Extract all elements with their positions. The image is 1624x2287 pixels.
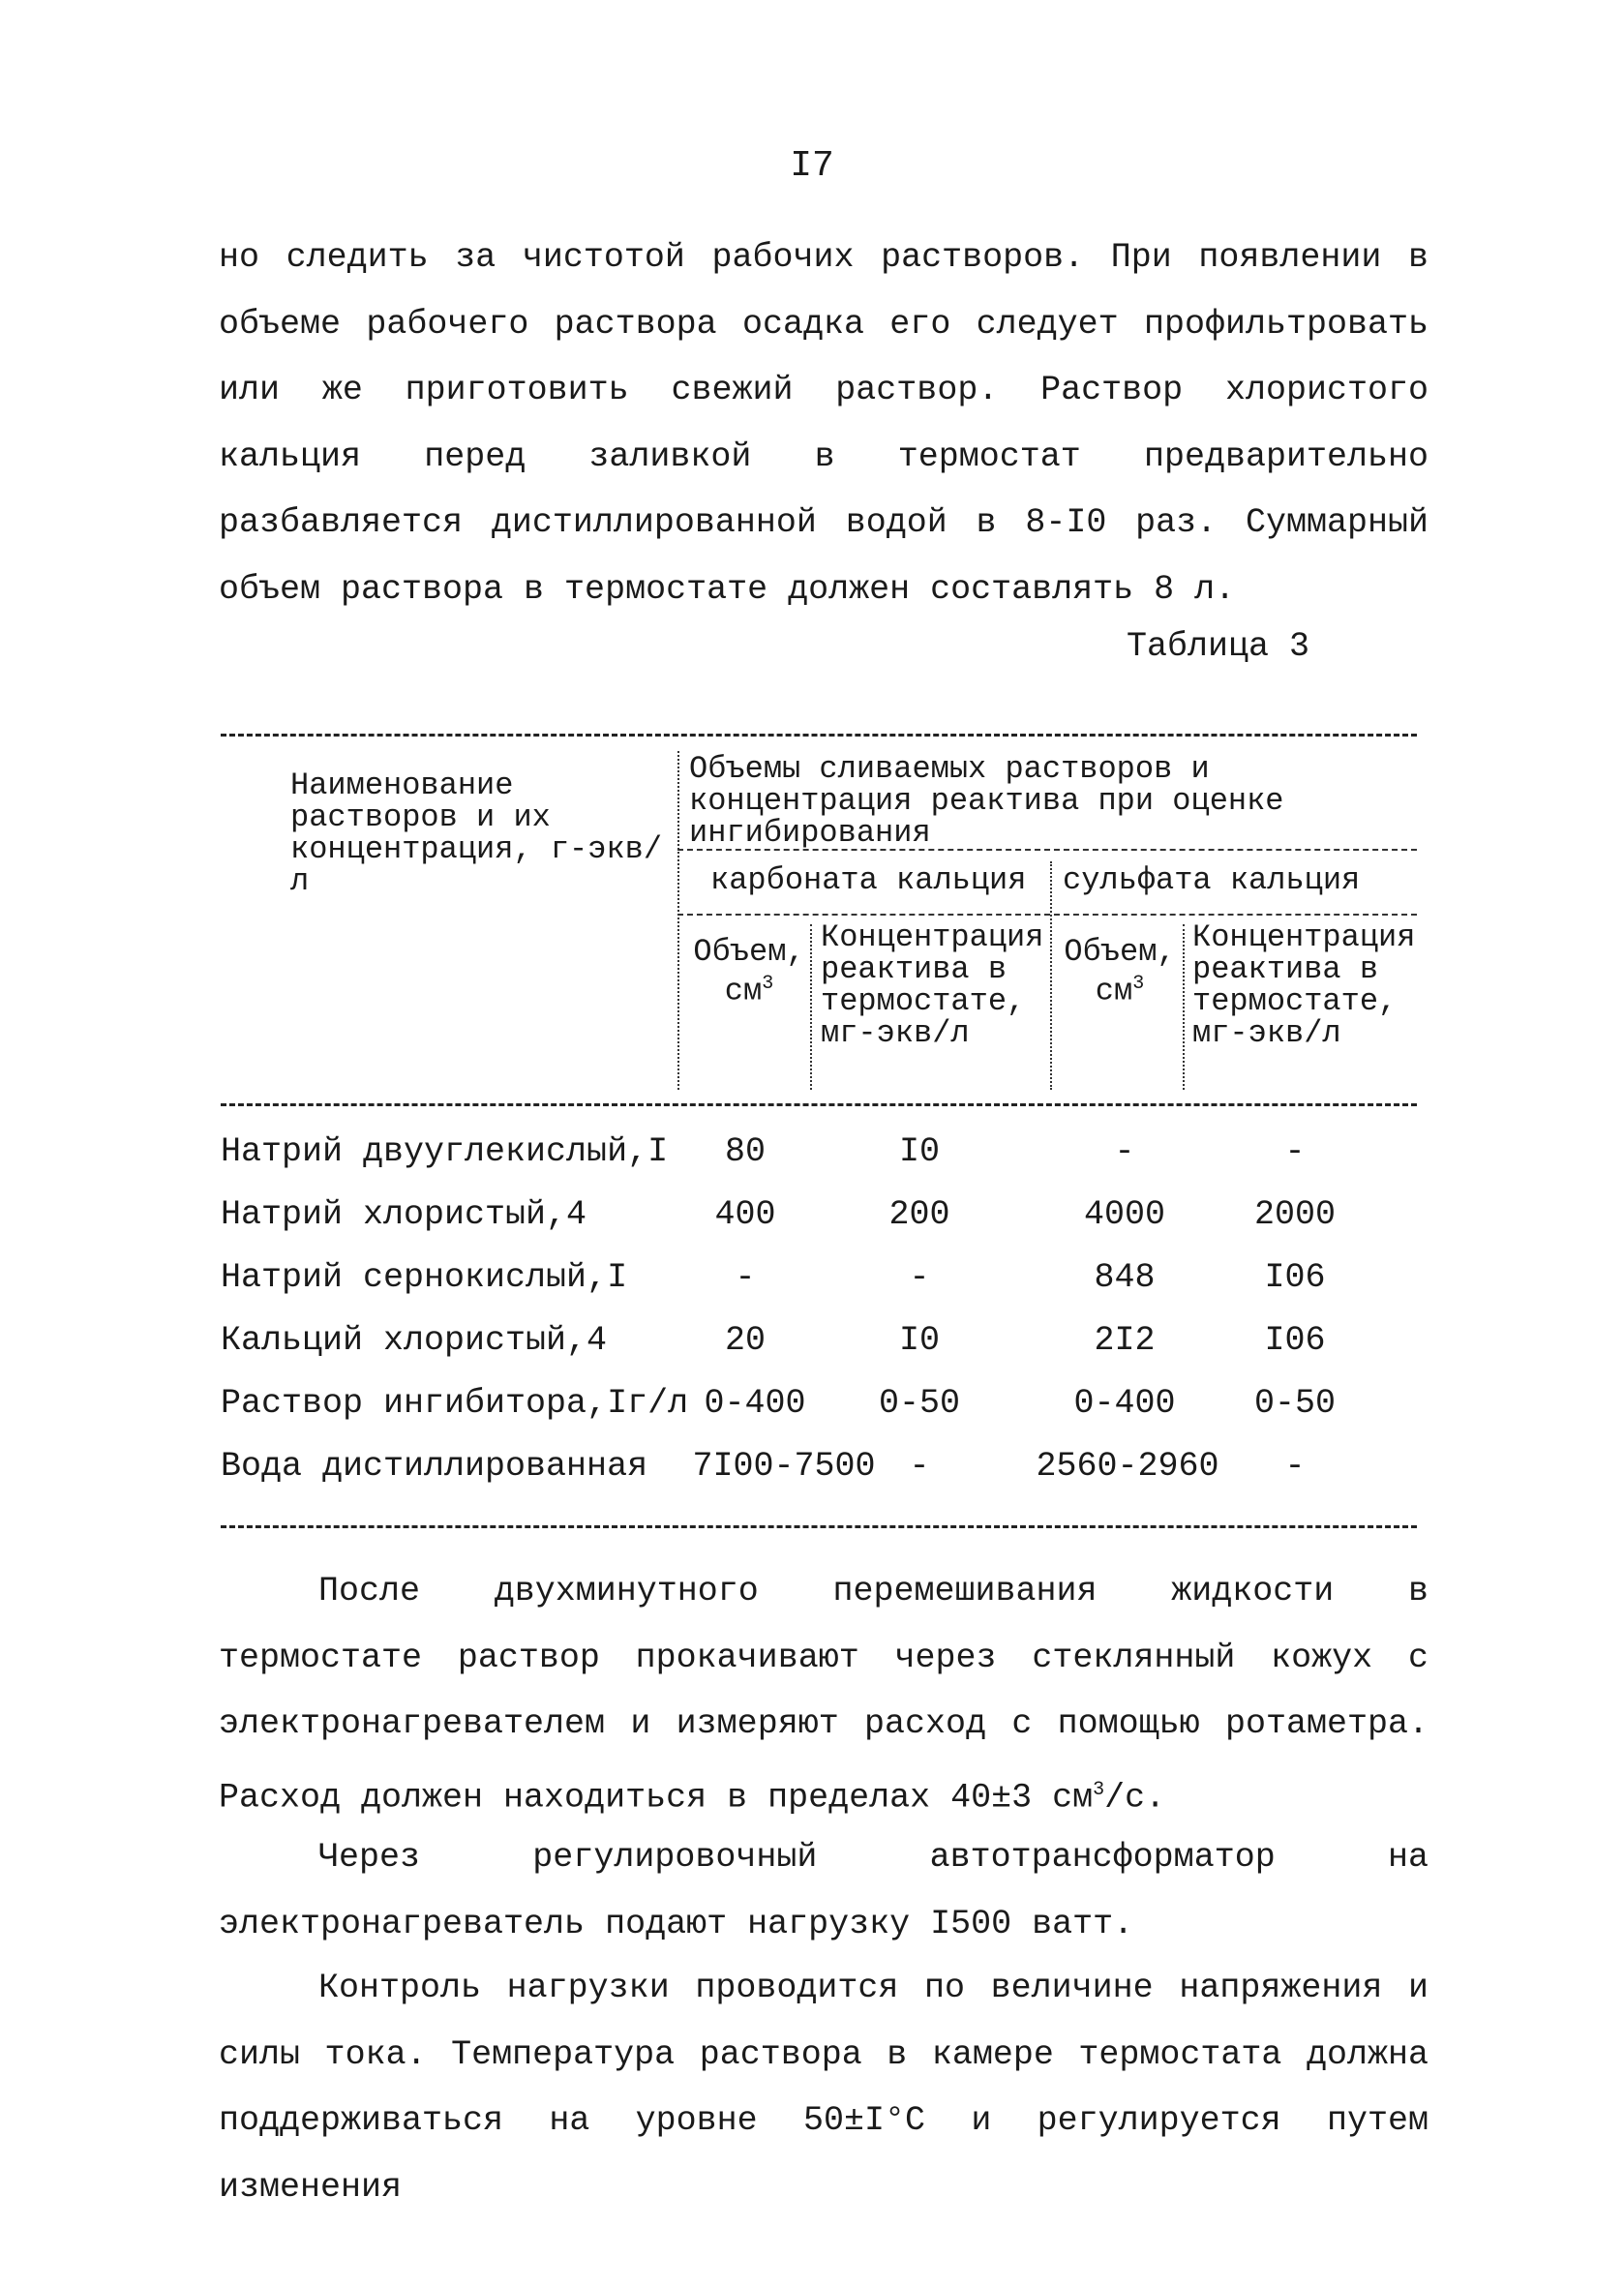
header-sulfate-conc: Концентрация реактива в термостате, мг-экв/л	[1192, 919, 1416, 1051]
paragraph-control: Контроль нагрузки проводится по величине напряжения и силы тока. Температура раствора в камере термостата должна поддерживаться на уровне 50±I°C и регулируется путем изменения	[219, 1969, 1429, 2207]
row-name: Натрий двууглекислый,I	[221, 1132, 669, 1171]
paragraph-procedure: После двухминутного перемешивания жидкости в термостате раствор прокачивают через стеклянный кожух с электронагревателем и измеряют расход с помощью ротаметра. Расход должен находиться в пределах 40±3 $см^3/с$.	[219, 1572, 1429, 1818]
row-name: Раствор ингибитора,Iг/л	[221, 1384, 689, 1423]
table-bottom-rule	[221, 1525, 1417, 1528]
cell-sulfate-volume: 848	[1094, 1258, 1156, 1297]
row-name: Вода дистиллированная	[221, 1447, 648, 1486]
header-group: Объемы сливаемых растворов и концентрация реактива при оценке ингибирования	[689, 751, 1284, 851]
paragraph-intro: но следить за чистотой рабочих растворов. При появлении в объеме рабочего раствора осадка его следует профильтровать или же приготовить свежий раствор. Раствор хлористого кальция перед заливкой в термостат предварительно разбавляется дистиллированной водой в 8-I0 раз. Суммарный объем раствора в термостате должен составлять 8 л.	[219, 238, 1429, 609]
cell-sulfate-volume: -	[1114, 1132, 1135, 1171]
cell-sulfate-conc: -	[1284, 1132, 1306, 1171]
subgroup-header-rule	[677, 914, 1417, 916]
cell-carbonate-conc: 200	[888, 1195, 950, 1234]
header-sulfate: сульфата кальция	[1063, 862, 1361, 898]
vsep-name	[677, 751, 679, 1090]
cell-carbonate-conc: -	[909, 1447, 930, 1486]
vsep-carbonate	[810, 924, 812, 1090]
cell-carbonate-conc: I0	[898, 1321, 940, 1360]
cell-sulfate-conc: I06	[1264, 1321, 1326, 1360]
table-caption: Таблица 3	[1127, 627, 1310, 666]
cell-carbonate-conc: I0	[898, 1132, 940, 1171]
table-top-rule	[221, 734, 1417, 737]
cell-sulfate-conc: -	[1284, 1447, 1306, 1486]
paragraph-load: Через регулировочный автотрансформатор на электронагреватель подают нагрузку I500 ватт.	[219, 1838, 1429, 1943]
cell-carbonate-volume: 80	[724, 1132, 766, 1171]
cell-carbonate-conc: -	[909, 1258, 930, 1297]
table-header-bottom-rule	[221, 1103, 1417, 1106]
header-sulfate-volume: Объем, $см^3$	[1064, 934, 1176, 1009]
cell-carbonate-volume: 7I00-7500	[692, 1447, 876, 1486]
header-carbonate-volume: Объем, $см^3$	[693, 934, 805, 1009]
cell-carbonate-volume: 400	[714, 1195, 776, 1234]
header-carbonate-conc: Концентрация реактива в термостате, мг-экв/л	[821, 919, 1044, 1051]
row-name: Кальций хлористый,4	[221, 1321, 608, 1360]
cell-sulfate-conc: 2000	[1253, 1195, 1336, 1234]
header-name: Наименование растворов и их концентрация, г-экв/л	[290, 767, 663, 899]
cell-sulfate-conc: 0-50	[1253, 1384, 1336, 1423]
cell-carbonate-volume: 0-400	[704, 1384, 806, 1423]
page-number: I7	[790, 145, 834, 187]
cell-carbonate-volume: -	[735, 1258, 756, 1297]
cell-sulfate-conc: I06	[1264, 1258, 1326, 1297]
cell-sulfate-volume: 4000	[1083, 1195, 1165, 1234]
cell-carbonate-conc: 0-50	[878, 1384, 960, 1423]
vsep-sulfate	[1183, 924, 1185, 1090]
cell-sulfate-volume: 0-400	[1073, 1384, 1176, 1423]
header-carbonate: карбоната кальция	[710, 862, 1027, 898]
cell-sulfate-volume: 2I2	[1094, 1321, 1156, 1360]
cell-sulfate-volume: 2560-2960	[1036, 1447, 1219, 1486]
row-name: Натрий сернокислый,I	[221, 1258, 628, 1297]
cell-carbonate-volume: 20	[724, 1321, 766, 1360]
row-name: Натрий хлористый,4	[221, 1195, 587, 1234]
vsep-groups	[1050, 861, 1052, 1090]
